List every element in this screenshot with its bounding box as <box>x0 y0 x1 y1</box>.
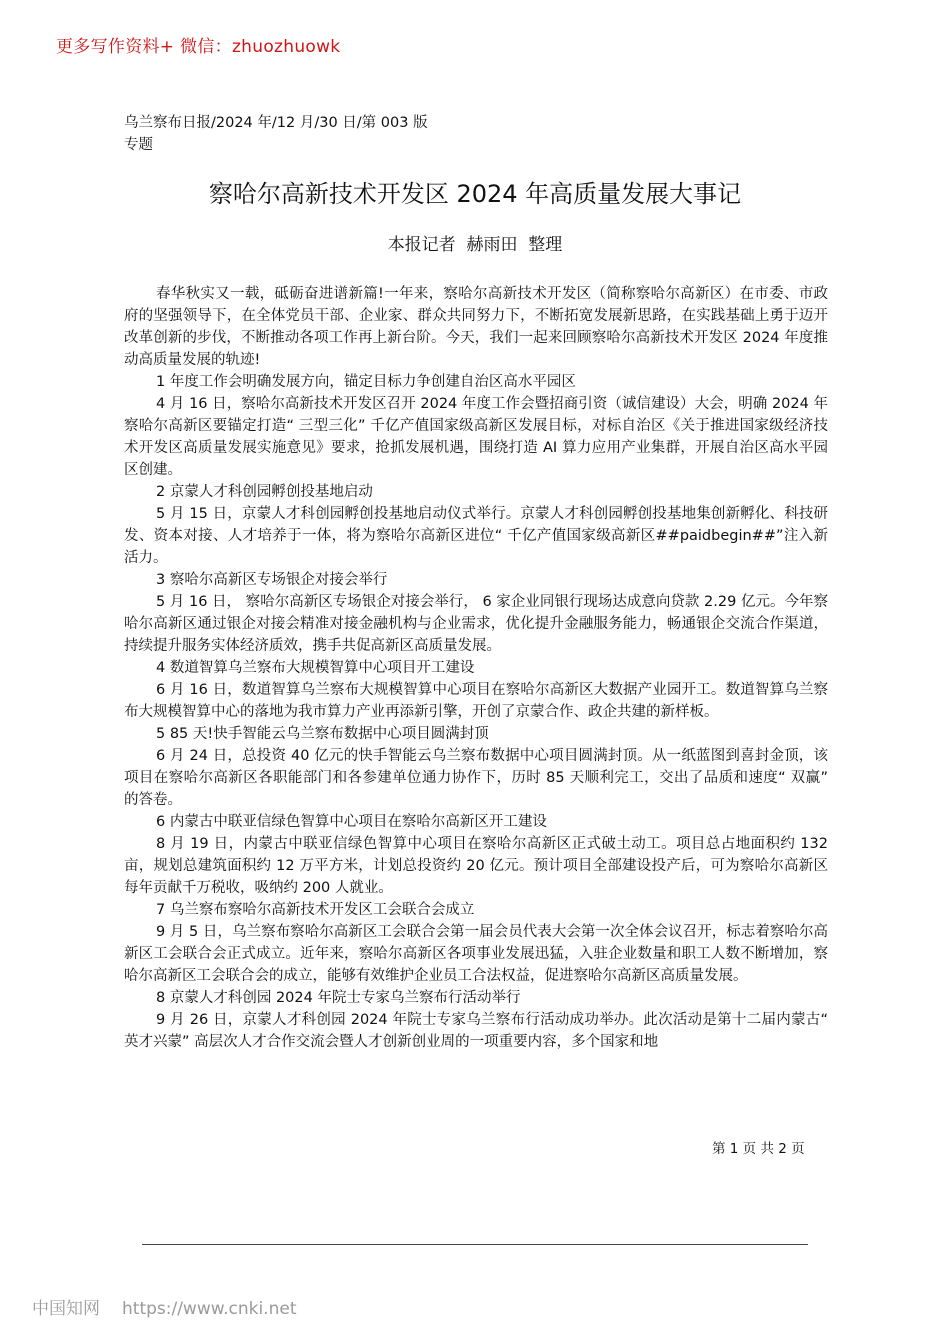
section-heading: 2 京蒙人才科创园孵创投基地启动 <box>156 484 373 500</box>
article-title: 察哈尔高新技术开发区 2024 年高质量发展大事记 <box>208 180 742 208</box>
article-body <box>124 283 828 1053</box>
body-paragraph: 6 月 16 日，数道智算乌兰察布大规模智算中心项目在察哈尔高新区大数据产业园开工。数道智算乌兰察布大规模智算中心的落地为我市算力产业再添新引擎，开创了京蒙合作、政企共建的新样板。 <box>124 682 828 720</box>
body-paragraph: 春华秋实又一载，砥砺奋进谱新篇!一年来，察哈尔高新技术开发区（简称察哈尔高新区）在市委、市政府的坚强领导下，在全体党员干部、企业家、群众共同努力下，不断拓宽发展新思路，在实践基础上勇于迈开改革创新的步伐，不断推动各项工作再上新台阶。今天，我们一起来回顾察哈尔高新技术开发区 2024 年度推动高质量发展的轨迹! <box>124 286 828 368</box>
section-heading: 1 年度工作会明确发展方向，锚定目标力争创建自治区高水平园区 <box>156 374 576 390</box>
section-heading: 4 数道智算乌兰察布大规模智算中心项目开工建设 <box>156 660 475 676</box>
byline: 本报记者 赫雨田 整理 <box>387 235 563 255</box>
section-heading: 6 内蒙古中联亚信绿色智算中心项目在察哈尔高新区开工建设 <box>156 814 547 830</box>
body-paragraph: 9 月 26 日，京蒙人才科创园 2024 年院士专家乌兰察布行活动成功举办。此次活动是第十二届内蒙古“ 英才兴蒙” 高层次人才合作交流会暨人才创新创业周的一项重要内容，多个国家和地 <box>124 1012 828 1050</box>
section-heading: 8 京蒙人才科创园 2024 年院士专家乌兰察布行活动举行 <box>156 990 521 1006</box>
page-number: 第 1 页 共 2 页 <box>712 1141 805 1157</box>
section-heading: 5 85 天!快手智能云乌兰察布数据中心项目圆满封顶 <box>156 726 489 742</box>
body-paragraph: 6 月 24 日，总投资 40 亿元的快手智能云乌兰察布数据中心项目圆满封顶。从一纸蓝图到喜封金顶，该项目在察哈尔高新区各职能部门和各参建单位通力协作下，历时 85 天顺利完工，交出了品质和速度“ 双赢” 的答卷。 <box>124 748 828 808</box>
promo-banner: 更多写作资料+ 微信：zhuozhuowk <box>56 37 341 57</box>
body-paragraph: 5 月 16 日， 察哈尔高新区专场银企对接会举行， 6 家企业同银行现场达成意向贷款 2.29 亿元。今年察哈尔高新区通过银企对接会精准对接金融机构与企业需求，优化提升金融服务能力，畅通银企交流合作渠道，持续提升服务实体经济质效，携手共促高新区高质量发展。 <box>124 594 828 654</box>
body-paragraph: 4 月 16 日，察哈尔高新技术开发区召开 2024 年度工作会暨招商引资（诚信建设）大会，明确 2024 年察哈尔高新区要锚定打造“ 三型三化” 千亿产值国家级高新区发展目标，对标自治区《关于推进国家级经济技术开发区高质量发展实施意见》要求，抢抓发展机遇，围绕打造 AI 算力应用产业集群，开展自治区高水平园区创建。 <box>124 396 828 478</box>
watermark-site: 中国知网 <box>32 1299 100 1319</box>
section-heading: 7 乌兰察布察哈尔高新技术开发区工会联合会成立 <box>156 902 475 918</box>
footer-divider <box>142 1244 808 1245</box>
body-paragraph: 9 月 5 日，乌兰察布察哈尔高新区工会联合会第一届会员代表大会第一次全体会议召开，标志着察哈尔高新区工会联合会正式成立。近年来，察哈尔高新区各项事业发展迅猛，入驻企业数量和职工人数不断增加，察哈尔高新区工会联合会的成立，能够有效维护企业员工合法权益，促进察哈尔高新区高质量发展。 <box>124 924 828 984</box>
body-paragraph: 5 月 15 日，京蒙人才科创园孵创投基地启动仪式举行。京蒙人才科创园孵创投基地集创新孵化、科技研发、资本对接、人才培养于一体，将为察哈尔高新区进位“ 千亿产值国家级高新区##paidbegin##”注入新活力。 <box>124 506 828 566</box>
watermark-url: https://www.cnki.net <box>122 1299 297 1319</box>
body-paragraph: 8 月 19 日，内蒙古中联亚信绿色智算中心项目在察哈尔高新区正式破土动工。项目总占地面积约 132 亩，规划总建筑面积约 12 万平方米，计划总投资约 20 亿元。预计项目全部建设投产后，可为察哈尔高新区每年贡献千万税收，吸纳约 200 人就业。 <box>124 836 828 896</box>
cnki-watermark <box>32 1294 296 1319</box>
source-line: 乌兰察布日报/2024 年/12 月/30 日/第 003 版专题 <box>124 115 428 153</box>
section-heading: 3 察哈尔高新区专场银企对接会举行 <box>156 572 388 588</box>
